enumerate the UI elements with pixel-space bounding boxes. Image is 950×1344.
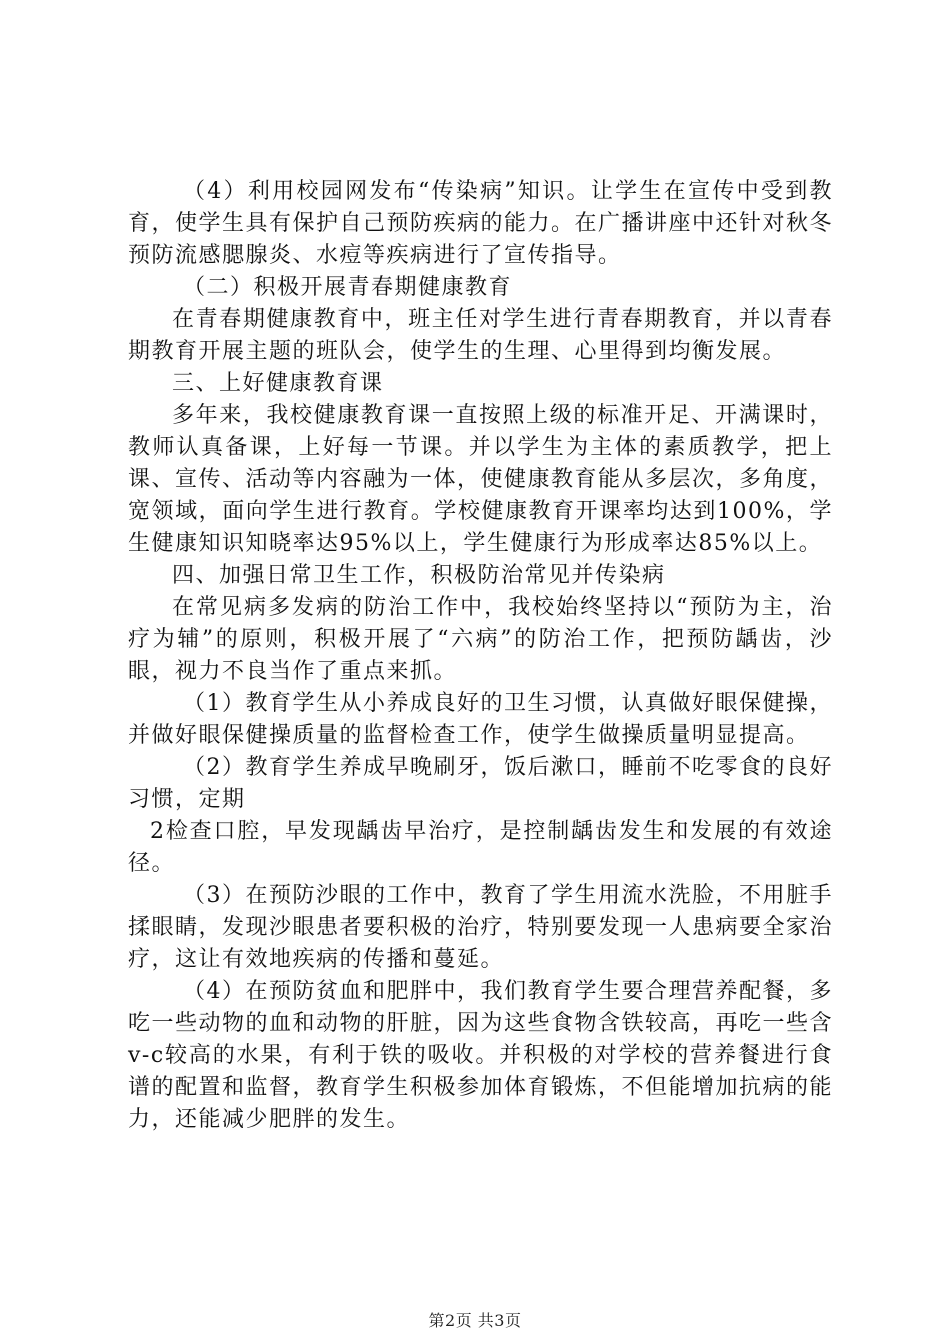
paragraph-puberty: 在青春期健康教育中，班主任对学生进行青春期教育，并以青春期教育开展主题的班队会，使学生的生理、心里得到均衡发展。 (128, 307, 833, 364)
paragraph-hygiene: 在常见病多发病的防治工作中，我校始终坚持以“预防为主，治疗为辅”的原则，积极开展了“六病”的防治工作，把预防龋齿，沙眼，视力不良当作了重点来抓。 (128, 595, 833, 684)
paragraph-health-class: 多年来，我校健康教育课一直按照上级的标准开足、开满课时，教师认真备课，上好每一节课。并以学生为主体的素质教学，把上课、宣传、活动等内容融为一体，使健康教育能从多层次，多角度，宽领域，面向学生进行教育。学校健康教育开课率均达到100%，学生健康知识知晓率达95%以上，学生健康行为形成率达85%以上。 (128, 403, 834, 556)
section-heading-hygiene: 四、加强日常卫生工作，积极防治常见并传染病 (172, 563, 666, 588)
paragraph-eye-exercise: （1）教育学生从小养成良好的卫生习惯，认真做好眼保健操，并做好眼保健操质量的监督检查工作，使学生做操质量明显提高。 (128, 691, 833, 748)
page-footer: 第2页 共3页 (428, 1311, 522, 1330)
paragraph-anemia-obesity: （4）在预防贫血和肥胖中，我们教育学生要合理营养配餐，多吃一些动物的血和动物的肝脏，因为这些食物含铁较高，再吃一些含v-c较高的水果，有利于铁的吸收。并积极的对学校的营养餐进行食谱的配置和监督，教育学生积极参加体育锻炼，不但能增加抗病的能力，还能减少肥胖的发生。 (128, 979, 834, 1132)
document-body (128, 176, 833, 1136)
paragraph-trachoma: （3）在预防沙眼的工作中，教育了学生用流水洗脸，不用脏手揉眼睛，发现沙眼患者要积极的治疗，特别要发现一人患病要全家治疗，这让有效地疾病的传播和蔓延。 (128, 883, 834, 972)
section-heading-health-class: 三、上好健康教育课 (172, 371, 384, 396)
paragraph-campus-web: （4）利用校园网发布“传染病”知识。让学生在宣传中受到教育，使学生具有保护自己预防疾病的能力。在广播讲座中还针对秋冬预防流感腮腺炎、水痘等疾病进行了宣传指导。 (128, 179, 834, 268)
paragraph-brushing: （2）教育学生养成早晚刷牙，饭后漱口，睡前不吃零食的良好习惯，定期 (128, 755, 833, 812)
paragraph-oral-check: 2检查口腔，早发现龋齿早治疗，是控制龋齿发生和发展的有效途径。 (128, 819, 833, 876)
section-heading-puberty: （二）积极开展青春期健康教育 (183, 275, 513, 300)
